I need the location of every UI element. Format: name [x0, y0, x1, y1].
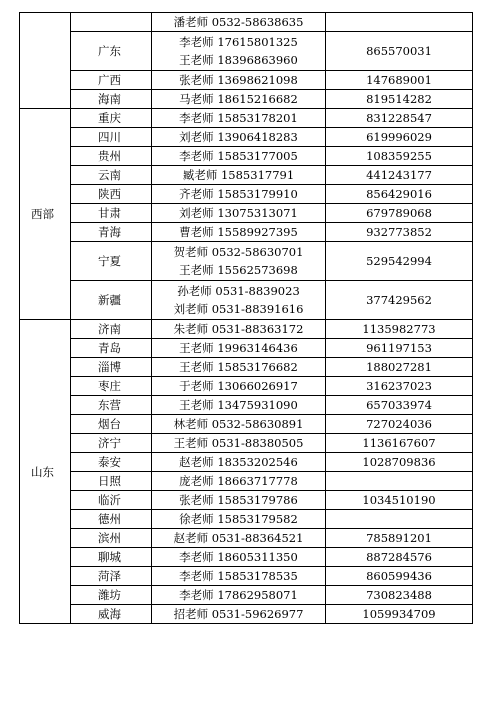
- qq-number-cell: 932773852: [326, 223, 473, 242]
- province-cell: 宁夏: [71, 242, 152, 281]
- province-cell: 德州: [71, 510, 152, 529]
- region-cell: 山东: [20, 320, 71, 624]
- teacher-contact: 李老师 15853178535: [179, 569, 298, 583]
- province-cell: 四川: [71, 128, 152, 147]
- teacher-contact-cell: [152, 586, 326, 605]
- teacher-contact: 齐老师 15853179910: [179, 187, 298, 201]
- teacher-contact-cell: [152, 242, 326, 281]
- teacher-contact-cell: [152, 396, 326, 415]
- teacher-contact: 招老师 0531-59626977: [173, 607, 304, 621]
- qq-number-cell: 785891201: [326, 529, 473, 548]
- table-row: [20, 13, 473, 32]
- qq-number-cell: 1059934709: [326, 605, 473, 624]
- province-cell: 新疆: [71, 281, 152, 320]
- qq-number-cell: 1034510190: [326, 491, 473, 510]
- teacher-contact: 刘老师 13075313071: [179, 206, 298, 220]
- table-row: [20, 166, 473, 185]
- teacher-contact-cell: [152, 453, 326, 472]
- teacher-contact: 王老师 18396863960: [179, 53, 298, 67]
- qq-number-cell: 860599436: [326, 567, 473, 586]
- table-row: [20, 529, 473, 548]
- table-row: [20, 185, 473, 204]
- table-row: [20, 32, 473, 71]
- table-row: [20, 320, 473, 339]
- teacher-contact: 庞老师 18663717778: [179, 474, 298, 488]
- teacher-contact-cell: [152, 339, 326, 358]
- teacher-contact-cell: [152, 90, 326, 109]
- province-cell: 云南: [71, 166, 152, 185]
- contact-table: [19, 12, 473, 624]
- table-row: [20, 71, 473, 90]
- table-row: [20, 281, 473, 320]
- province-cell: 聊城: [71, 548, 152, 567]
- province-cell: 重庆: [71, 109, 152, 128]
- qq-number-cell: 679789068: [326, 204, 473, 223]
- teacher-contact: 李老师 18605311350: [179, 550, 298, 564]
- teacher-contact-cell: [152, 13, 326, 32]
- teacher-contact: 张老师 15853179786: [179, 493, 298, 507]
- province-cell: 滨州: [71, 529, 152, 548]
- table-row: [20, 567, 473, 586]
- teacher-contact: 朱老师 0531-88363172: [173, 322, 304, 336]
- teacher-contact: 孙老师 0531-8839023: [177, 284, 300, 298]
- teacher-contact: 曹老师 15589927395: [179, 225, 298, 239]
- teacher-contact-cell: [152, 434, 326, 453]
- table-row: [20, 90, 473, 109]
- qq-number-cell: 961197153: [326, 339, 473, 358]
- teacher-contact: 臧老师 1585317791: [182, 168, 295, 182]
- teacher-contact-cell: [152, 109, 326, 128]
- table-row: [20, 396, 473, 415]
- qq-number-cell: 529542994: [326, 242, 473, 281]
- teacher-contact: 张老师 13698621098: [179, 73, 298, 87]
- teacher-contact: 贺老师 0532-58630701: [173, 245, 304, 259]
- teacher-contact: 刘老师 13906418283: [179, 130, 298, 144]
- province-cell: 甘肃: [71, 204, 152, 223]
- teacher-contact: 王老师 13475931090: [179, 398, 298, 412]
- qq-number-cell: 441243177: [326, 166, 473, 185]
- teacher-contact: 赵老师 0531-88364521: [173, 531, 304, 545]
- teacher-contact: 李老师 15853178201: [179, 111, 298, 125]
- province-cell: 广西: [71, 71, 152, 90]
- teacher-contact: 赵老师 18353202546: [179, 455, 298, 469]
- qq-number-cell: 377429562: [326, 281, 473, 320]
- province-cell: 威海: [71, 605, 152, 624]
- table-row: [20, 147, 473, 166]
- table-row: [20, 586, 473, 605]
- table-row: [20, 605, 473, 624]
- province-cell: 泰安: [71, 453, 152, 472]
- province-cell: 潍坊: [71, 586, 152, 605]
- table-row: [20, 472, 473, 491]
- teacher-contact: 王老师 15562573698: [179, 263, 298, 277]
- teacher-contact: 李老师 17615801325: [179, 35, 298, 49]
- teacher-contact-cell: [152, 548, 326, 567]
- teacher-contact-cell: [152, 128, 326, 147]
- table-row: [20, 358, 473, 377]
- table-row: [20, 339, 473, 358]
- teacher-contact-cell: [152, 281, 326, 320]
- teacher-contact-cell: [152, 605, 326, 624]
- table-row: [20, 415, 473, 434]
- teacher-contact-cell: [152, 185, 326, 204]
- teacher-contact-cell: [152, 567, 326, 586]
- qq-number-cell: [326, 472, 473, 491]
- province-cell: 淄博: [71, 358, 152, 377]
- teacher-contact-cell: [152, 204, 326, 223]
- qq-number-cell: [326, 13, 473, 32]
- province-cell: 临沂: [71, 491, 152, 510]
- region-cell: [20, 13, 71, 109]
- table-row: [20, 491, 473, 510]
- teacher-contact: 王老师 15853176682: [179, 360, 298, 374]
- qq-number-cell: 1028709836: [326, 453, 473, 472]
- table-row: [20, 434, 473, 453]
- teacher-contact-cell: [152, 32, 326, 71]
- qq-number-cell: 819514282: [326, 90, 473, 109]
- teacher-contact: 王老师 19963146436: [179, 341, 298, 355]
- table-row: [20, 128, 473, 147]
- province-cell: 海南: [71, 90, 152, 109]
- teacher-contact-cell: [152, 510, 326, 529]
- qq-number-cell: 619996029: [326, 128, 473, 147]
- teacher-contact: 潘老师 0532-58638635: [173, 15, 304, 29]
- teacher-contact: 于老师 13066026917: [179, 379, 298, 393]
- table-row: [20, 204, 473, 223]
- qq-number-cell: 108359255: [326, 147, 473, 166]
- qq-number-cell: 1136167607: [326, 434, 473, 453]
- teacher-contact: 马老师 18615216682: [179, 92, 298, 106]
- teacher-contact-cell: [152, 166, 326, 185]
- table-row: [20, 377, 473, 396]
- table-row: [20, 510, 473, 529]
- qq-number-cell: 657033974: [326, 396, 473, 415]
- teacher-contact-cell: [152, 491, 326, 510]
- province-cell: 青海: [71, 223, 152, 242]
- province-cell: 贵州: [71, 147, 152, 166]
- teacher-contact-cell: [152, 147, 326, 166]
- teacher-contact: 徐老师 15853179582: [179, 512, 298, 526]
- province-cell: 菏泽: [71, 567, 152, 586]
- province-cell: 枣庄: [71, 377, 152, 396]
- qq-number-cell: 865570031: [326, 32, 473, 71]
- teacher-contact-cell: [152, 415, 326, 434]
- province-cell: 东营: [71, 396, 152, 415]
- contact-table-body: [20, 13, 473, 624]
- teacher-contact-cell: [152, 472, 326, 491]
- teacher-contact-cell: [152, 71, 326, 90]
- teacher-contact-cell: [152, 358, 326, 377]
- province-cell: 烟台: [71, 415, 152, 434]
- qq-number-cell: 316237023: [326, 377, 473, 396]
- qq-number-cell: 887284576: [326, 548, 473, 567]
- teacher-contact: 王老师 0531-88380505: [173, 436, 304, 450]
- table-row: [20, 242, 473, 281]
- teacher-contact-cell: [152, 377, 326, 396]
- province-cell: 日照: [71, 472, 152, 491]
- province-cell: 广东: [71, 32, 152, 71]
- teacher-contact: 李老师 17862958071: [179, 588, 298, 602]
- qq-number-cell: 831228547: [326, 109, 473, 128]
- qq-number-cell: 730823488: [326, 586, 473, 605]
- teacher-contact: 李老师 15853177005: [179, 149, 298, 163]
- teacher-contact-cell: [152, 223, 326, 242]
- teacher-contact: 刘老师 0531-88391616: [173, 302, 304, 316]
- teacher-contact: 林老师 0532-58630891: [173, 417, 304, 431]
- province-cell: 青岛: [71, 339, 152, 358]
- province-cell: 济南: [71, 320, 152, 339]
- province-cell: 济宁: [71, 434, 152, 453]
- qq-number-cell: 727024036: [326, 415, 473, 434]
- table-row: [20, 223, 473, 242]
- province-cell: 陕西: [71, 185, 152, 204]
- qq-number-cell: 147689001: [326, 71, 473, 90]
- qq-number-cell: 856429016: [326, 185, 473, 204]
- table-row: [20, 109, 473, 128]
- province-cell: [71, 13, 152, 32]
- table-row: [20, 453, 473, 472]
- qq-number-cell: 1135982773: [326, 320, 473, 339]
- teacher-contact-cell: [152, 529, 326, 548]
- qq-number-cell: 188027281: [326, 358, 473, 377]
- table-row: [20, 548, 473, 567]
- region-cell: 西部: [20, 109, 71, 320]
- qq-number-cell: [326, 510, 473, 529]
- teacher-contact-cell: [152, 320, 326, 339]
